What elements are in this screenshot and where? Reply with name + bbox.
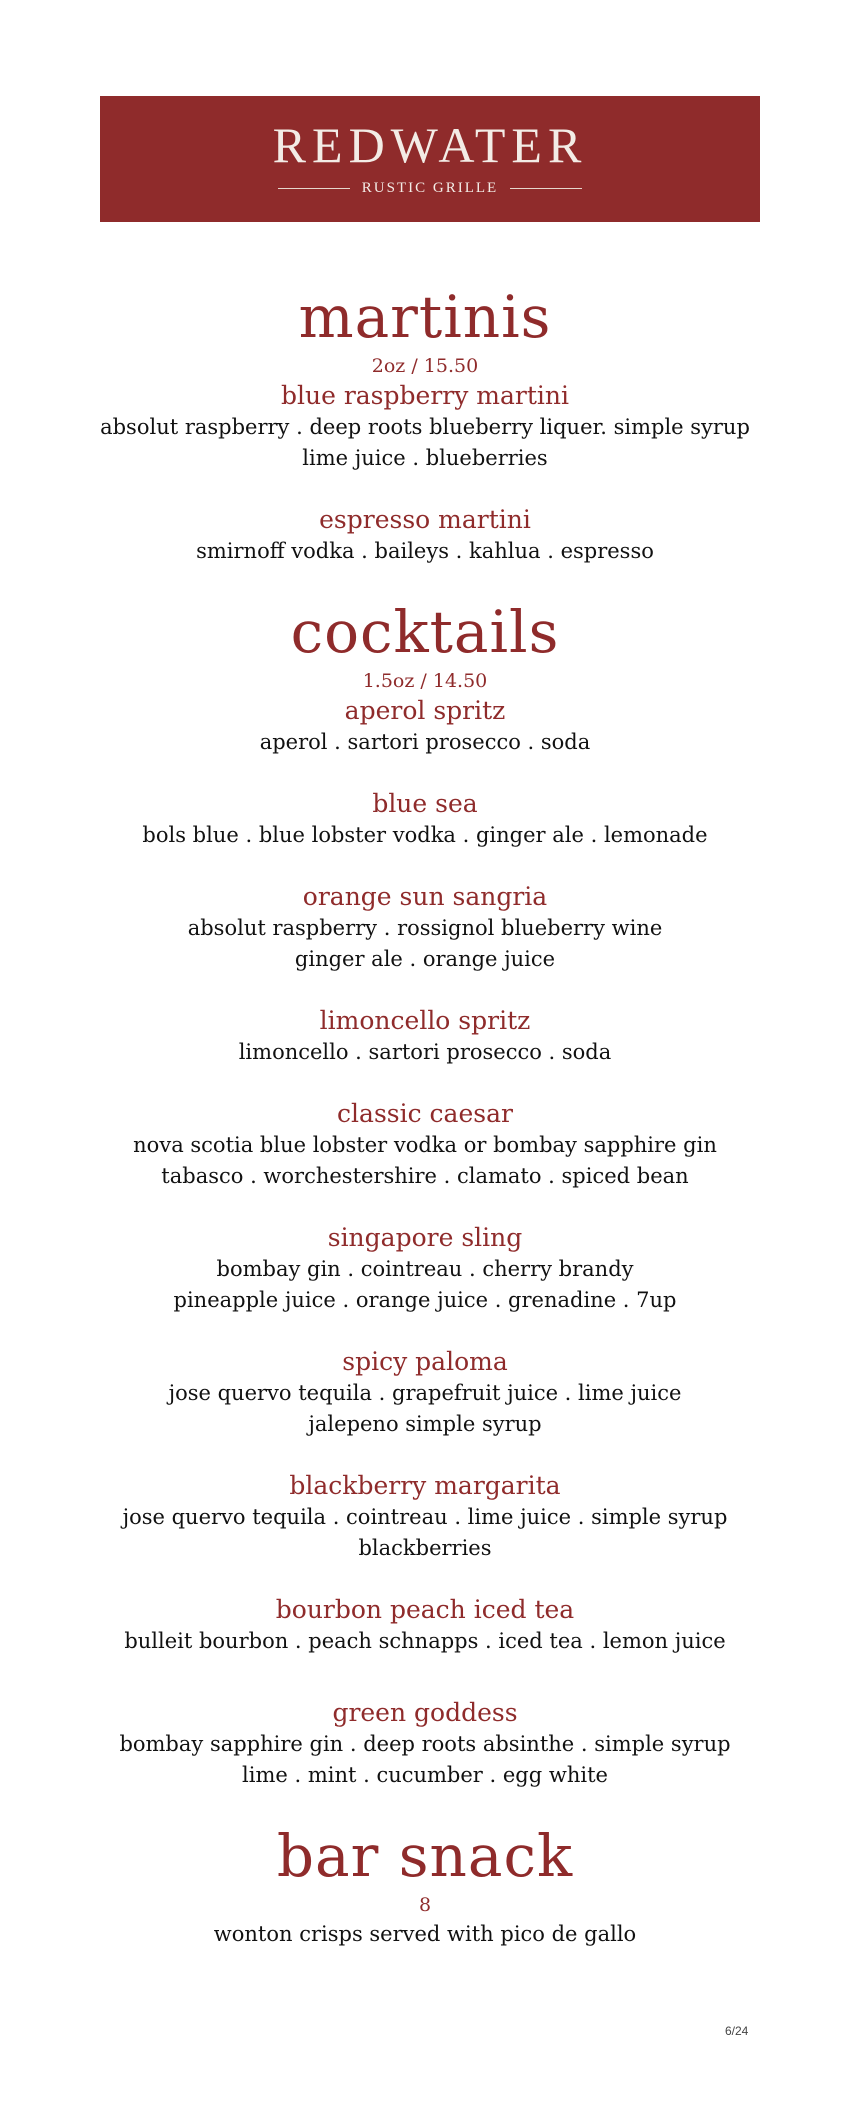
item-desc-line: ginger ale . orange juice [294,947,556,971]
page-number: 6/24 [725,2024,749,2038]
item-name: blackberry margarita [289,1471,561,1500]
menu-item [0,1594,850,1657]
menu-item [0,380,850,474]
section-price: 8 [418,1894,432,1916]
menu-item [0,1098,850,1192]
item-desc-line: jose quervo tequila . grapefruit juice . lime juice [168,1381,682,1405]
menu-item [0,881,850,975]
item-name: blue sea [372,789,478,818]
item-desc-line: bulleit bourbon . peach schnapps . iced tea . lemon juice [124,1629,726,1653]
section-martinis [0,282,850,567]
section-cocktails [0,597,850,1791]
item-desc-line: jose quervo tequila . cointreau . lime juice . simple syrup [122,1505,728,1529]
item-desc-line: absolut raspberry . rossignol blueberry wine [187,916,663,940]
section-title: bar snack [276,1822,574,1890]
item-name: espresso martini [319,505,531,534]
brand-subtitle: RUSTIC GRILLE [361,179,499,196]
item-desc-line: bombay gin . cointreau . cherry brandy [216,1257,634,1281]
item-name: aperol spritz [344,696,506,725]
section-price: 2oz / 15.50 [371,355,479,377]
brand-logo-text: REDWATER [272,117,588,173]
item-name: orange sun sangria [302,882,548,911]
item-desc-line: nova scotia blue lobster vodka or bombay sapphire gin [133,1133,717,1157]
section-bar-snack [0,1821,850,1950]
item-desc-line: absolut raspberry . deep roots blueberry liquer. simple syrup [100,415,750,439]
item-desc-line: lime . mint . cucumber . egg white [242,1763,608,1787]
item-desc-line: bombay sapphire gin . deep roots absinthe . simple syrup [119,1732,731,1756]
menu-item [0,1222,850,1316]
item-desc-line: aperol . sartori prosecco . soda [259,730,591,754]
section-title: cocktails [290,598,560,666]
subtitle-rule-left [278,188,350,189]
menu-item [0,695,850,758]
item-desc-line: tabasco . worchestershire . clamato . spiced bean [161,1164,689,1188]
menu-item [0,788,850,851]
menu-item [0,1697,850,1791]
item-name: limoncello spritz [319,1006,531,1035]
section-price: 1.5oz / 14.50 [362,670,488,692]
item-name: green goddess [332,1698,518,1727]
item-desc-line: jalepeno simple syrup [308,1412,542,1436]
item-name: spicy paloma [342,1347,508,1376]
menu-item [0,1005,850,1068]
item-name: classic caesar [337,1099,513,1128]
menu-item [0,1470,850,1564]
header-banner [100,96,760,222]
item-desc-line: blackberries [358,1536,492,1560]
item-desc-line: smirnoff vodka . baileys . kahlua . espresso [196,539,654,563]
item-name: singapore sling [327,1223,523,1252]
item-desc-line: wonton crisps served with pico de gallo [213,1922,637,1946]
menu-content [0,282,850,1950]
menu-item [0,1346,850,1440]
subtitle-row [100,178,760,198]
item-desc-line: lime juice . blueberries [302,446,548,470]
menu-item [0,504,850,567]
item-name: bourbon peach iced tea [275,1595,575,1624]
subtitle-rule-right [510,188,582,189]
item-desc-line: pineapple juice . orange juice . grenadine . 7up [173,1288,677,1312]
item-desc-line: bols blue . blue lobster vodka . ginger ale . lemonade [142,823,708,847]
section-title: martinis [298,283,552,351]
item-name: blue raspberry martini [280,381,569,410]
item-desc-line: limoncello . sartori prosecco . soda [238,1040,612,1064]
